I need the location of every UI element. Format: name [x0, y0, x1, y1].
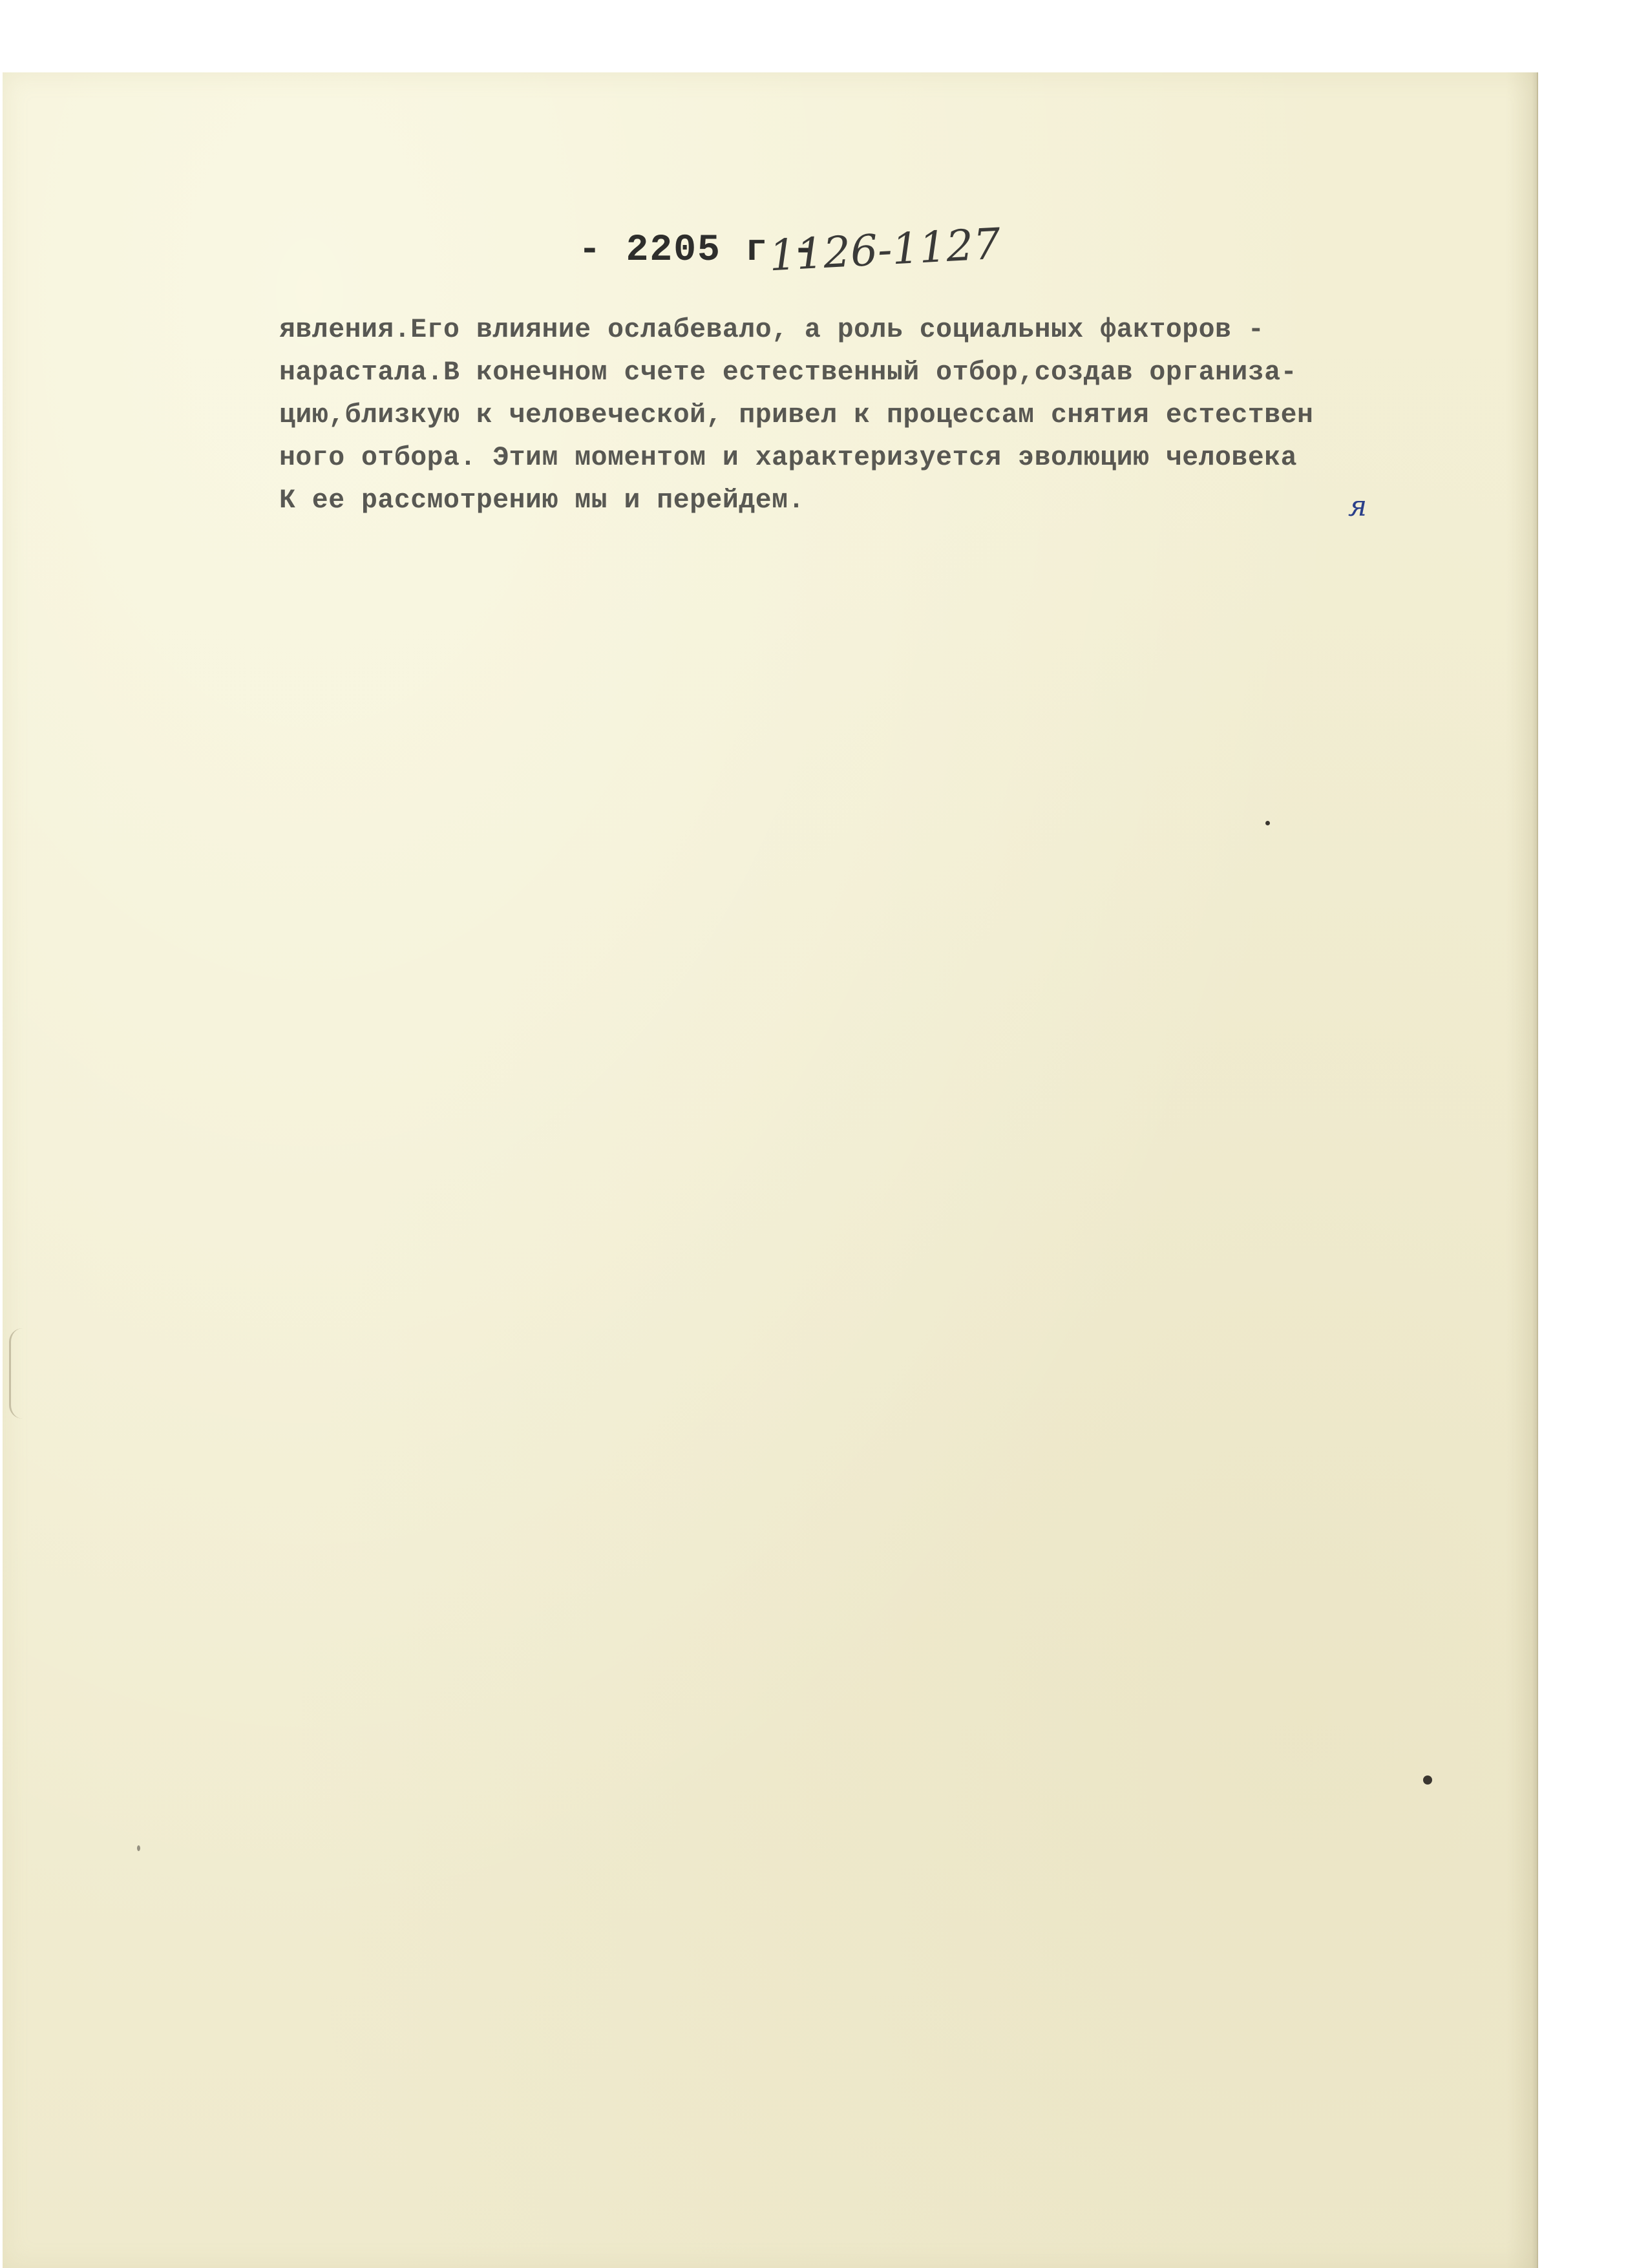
- marginal-note: я: [1348, 490, 1368, 523]
- handwritten-page-number: 1126-1127: [768, 218, 1002, 281]
- body-line: цию,близкую к человеческой, привел к процессам снятия естествен: [279, 400, 1314, 430]
- paper-speck: [1265, 821, 1270, 825]
- page-number: - 2205 г -: [578, 229, 817, 271]
- paper-speck: [1423, 1775, 1432, 1785]
- body-line: явления.Его влияние ослабевало, а роль социальных факторов -: [279, 315, 1265, 345]
- paper-speck: [137, 1845, 140, 1851]
- paper-edge-mark: [9, 1328, 23, 1419]
- body-line: К ее рассмотрению мы и перейдем.: [279, 485, 805, 516]
- body-line: нарастала.В конечном счете естественный отбор,создав организа-: [279, 357, 1298, 388]
- body-line: ного отбора. Этим моментом и характеризуется эволюцию человека: [279, 443, 1298, 473]
